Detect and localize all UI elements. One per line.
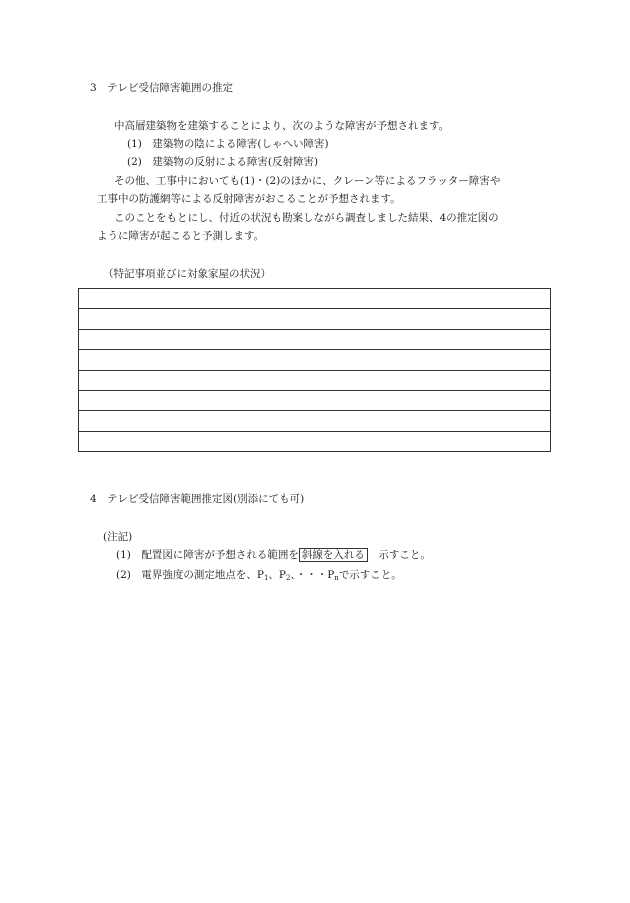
notes-row: [79, 390, 551, 410]
section-4-title: 4 テレビ受信障害範囲推定図(別添にても可): [90, 493, 305, 505]
section-3-para2-line1: その他、工事中においても(1)・(2)のほかに、クレーン等によるフラッター障害や: [114, 175, 501, 187]
notes-row: [79, 309, 551, 329]
notes-label: （特記事項並びに対象家屋の状況）: [103, 268, 271, 280]
notes-table: [78, 288, 551, 452]
notes-cell[interactable]: [79, 411, 551, 431]
note-1-boxed-text: 斜線を入れる: [299, 548, 368, 562]
note-2-sub-2: 2: [286, 574, 291, 582]
section-3-para2-line2: 工事中の防護網等による反射障害がおこることが予想されます。: [97, 193, 401, 205]
notes-cell[interactable]: [79, 370, 551, 390]
section-3-title: 3 テレビ受信障害範囲の推定: [90, 82, 233, 94]
notes-cell[interactable]: [79, 309, 551, 329]
notes-cell[interactable]: [79, 350, 551, 370]
notes-cell[interactable]: [79, 289, 551, 309]
section-3-item-1: (1) 建築物の陰による障害(しゃへい障害): [127, 138, 329, 150]
notes-row: [79, 431, 551, 451]
section-4-note-1: [116, 550, 431, 561]
note-2-sub-n: n: [334, 574, 339, 582]
note-2-mid-2: 、・・・P: [290, 569, 335, 581]
note-2-prefix: (2) 電界強度の測定地点を、P: [116, 569, 264, 581]
note-2-suffix: で示すこと。: [338, 569, 402, 581]
note-2-sub-1: 1: [263, 574, 269, 582]
notes-row: [79, 329, 551, 349]
section-3-para3-line2: ように障害が起こると予測します。: [97, 230, 265, 242]
note-1-prefix: (1) 配置図に障害が予想される範囲を: [116, 549, 299, 561]
section-3-intro: 中高層建築物を建築することにより、次のような障害が予想されます。: [114, 120, 450, 132]
notes-cell[interactable]: [79, 431, 551, 451]
notes-row: [79, 350, 551, 370]
note-2-mid-1: 、P: [268, 569, 286, 581]
section-3-para3-line1: このことをもとにし、付近の状況も勘案しながら調査しました結果、4の推定図の: [114, 212, 499, 224]
note-1-suffix: 示すこと。: [367, 549, 431, 561]
notes-cell[interactable]: [79, 329, 551, 349]
section-3-item-2: (2) 建築物の反射による障害(反射障害): [127, 156, 319, 168]
section-4-note-2: [116, 570, 402, 582]
notes-cell[interactable]: [79, 390, 551, 410]
notes-row: [79, 411, 551, 431]
notes-row: [79, 370, 551, 390]
section-4-note-label: (注記): [103, 531, 133, 543]
notes-row: [79, 289, 551, 309]
